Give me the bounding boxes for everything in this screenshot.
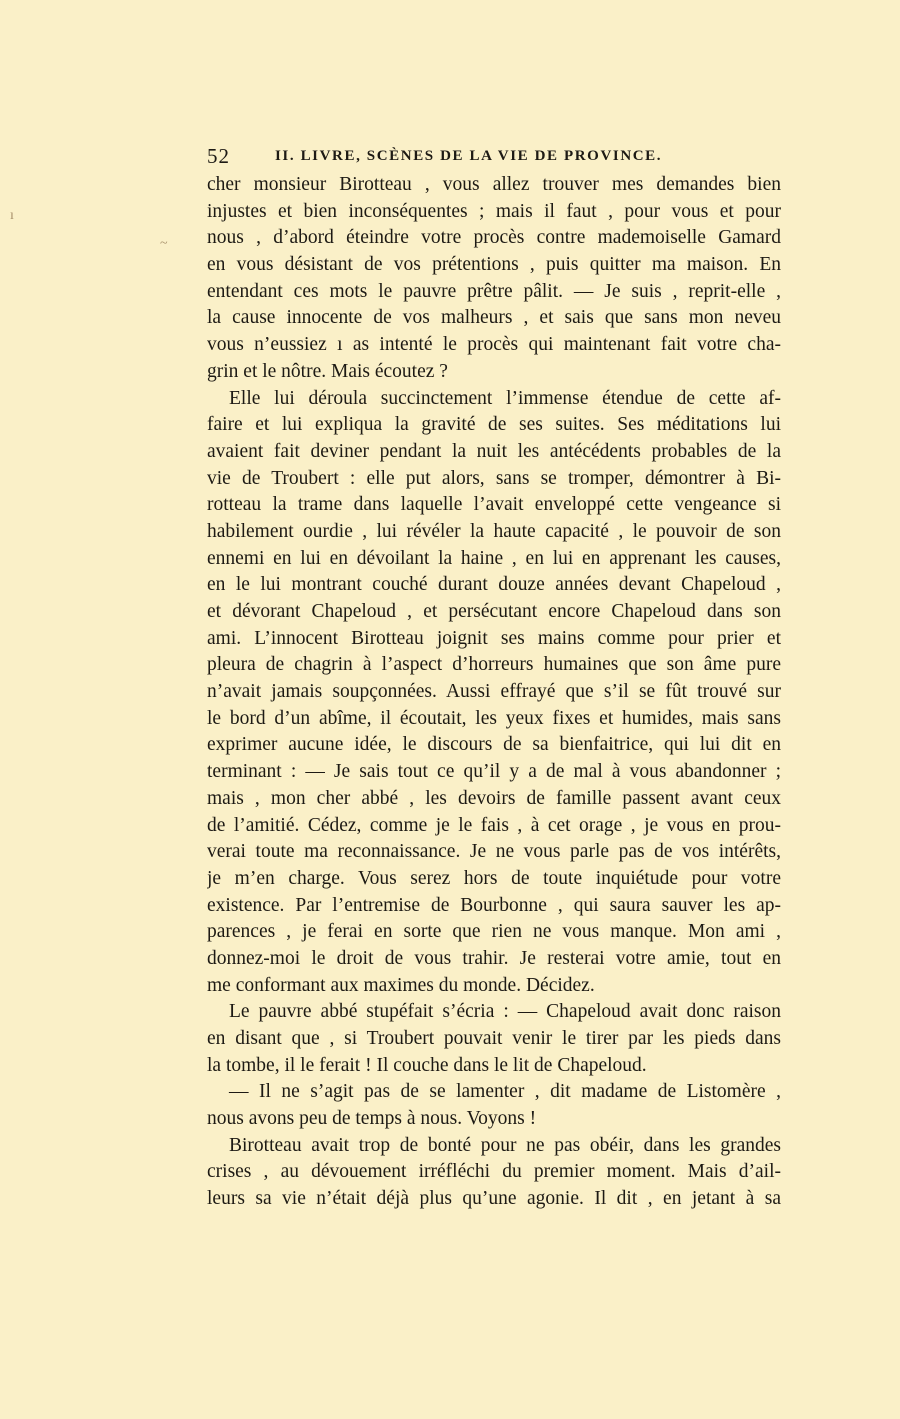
text-line: le bord d’un abîme, il écoutait, les yeux fixes et humides, mais sans bbox=[207, 707, 781, 729]
text-line: je m’en charge. Vous serez hors de toute inquiétude pour votre bbox=[207, 867, 781, 889]
text-line: vie de Troubert : elle put alors, sans se tromper, démontrer à Bi- bbox=[207, 467, 781, 489]
text-line: habilement ourdie , lui révéler la haute capacité , le pouvoir de son bbox=[207, 520, 781, 542]
text-line: la tombe, il le ferait ! Il couche dans le lit de Chapeloud. bbox=[207, 1054, 647, 1076]
page-header bbox=[207, 141, 781, 171]
text-line: Le pauvre abbé stupéfait s’écria : — Chapeloud avait donc raison bbox=[229, 1001, 781, 1023]
text-line: — Il ne s’agit pas de se lamenter , dit madame de Listomère , bbox=[229, 1081, 781, 1103]
text-line: ami. L’innocent Birotteau joignit ses mains comme pour prier et bbox=[207, 627, 781, 649]
text-line: crises , au dévouement irréfléchi du premier moment. Mais d’ail- bbox=[207, 1161, 781, 1183]
text-line: nous avons peu de temps à nous. Voyons ! bbox=[207, 1108, 537, 1130]
text-line: de l’amitié. Cédez, comme je le fais , à cet orage , je vous en prou- bbox=[207, 814, 781, 836]
text-line: parences , je ferai en sorte que rien ne vous manque. Mon ami , bbox=[207, 921, 781, 943]
page-number: 52 bbox=[207, 144, 230, 168]
text-line: rotteau la trame dans laquelle l’avait enveloppé cette vengeance si bbox=[207, 494, 781, 516]
text-line: et dévorant Chapeloud , et persécutant encore Chapeloud dans son bbox=[207, 601, 781, 622]
text-line: me conformant aux maximes du monde. Décidez. bbox=[207, 974, 595, 996]
text-line: grin et le nôtre. Mais écoutez ? bbox=[207, 360, 448, 382]
text-line: verai toute ma reconnaissance. Je ne vous parle pas de vos intérêts, bbox=[207, 841, 781, 863]
text-line: cher monsieur Birotteau , vous allez trouver mes demandes bien bbox=[207, 174, 781, 195]
text-line: exprimer aucune idée, le discours de sa bienfaitrice, qui lui dit en bbox=[207, 734, 781, 756]
text-line: en vous désistant de vos prétentions , puis quitter ma maison. En bbox=[207, 254, 781, 276]
text-line: ennemi en lui en dévoilant la haine , en lui en apprenant les causes, bbox=[207, 547, 781, 569]
text-line: existence. Par l’entremise de Bourbonne , qui saura sauver les ap- bbox=[207, 894, 781, 916]
text-line: la cause innocente de vos malheurs , et sais que sans mon neveu bbox=[207, 307, 781, 329]
text-line: entendant ces mots le pauvre prêtre pâlit. — Je suis , reprit-elle , bbox=[207, 280, 781, 302]
text-line: n’avait jamais soupçonnées. Aussi effrayé que s’il se fût trouvé sur bbox=[207, 681, 781, 703]
text-line: nous , d’abord éteindre votre procès contre mademoiselle Gamard bbox=[207, 227, 781, 249]
text-line: Birotteau avait trop de bonté pour ne pas obéir, dans les grandes bbox=[229, 1134, 781, 1156]
text-line: avaient fait deviner pendant la nuit les antécédents probables de la bbox=[207, 440, 781, 462]
text-line: terminant : — Je sais tout ce qu’il y a de mal à vous abandonner ; bbox=[207, 761, 781, 783]
text-line: injustes et bien inconséquentes ; mais il faut , pour vous et pour bbox=[207, 200, 781, 222]
margin-mark: ~ bbox=[160, 236, 168, 251]
running-title: II. LIVRE, SCÈNES DE LA VIE DE PROVINCE. bbox=[275, 148, 663, 164]
text-line: en le lui montrant couché durant douze années devant Chapeloud , bbox=[207, 574, 781, 596]
text-line: vous n’eussiez ı as intenté le procès qui maintenant fait votre cha- bbox=[207, 334, 781, 356]
text-line: faire et lui expliqua la gravité de ses suites. Ses méditations lui bbox=[207, 414, 781, 436]
text-line: pleura de chagrin à l’aspect d’horreurs humaines que son âme pure bbox=[207, 654, 781, 676]
text-line: mais , mon cher abbé , les devoirs de famille passent avant ceux bbox=[207, 787, 781, 809]
text-line: leurs sa vie n’était déjà plus qu’une agonie. Il dit , en jetant à sa bbox=[207, 1188, 781, 1210]
text-line: Elle lui déroula succinctement l’immense étendue de cette af- bbox=[229, 387, 781, 409]
margin-mark: ı bbox=[10, 208, 14, 223]
text-line: donnez-moi le droit de vous trahir. Je resterai votre amie, tout en bbox=[207, 947, 781, 969]
text-line: en disant que , si Troubert pouvait venir le tirer par les pieds dans bbox=[207, 1028, 781, 1049]
body-text bbox=[207, 172, 781, 1213]
